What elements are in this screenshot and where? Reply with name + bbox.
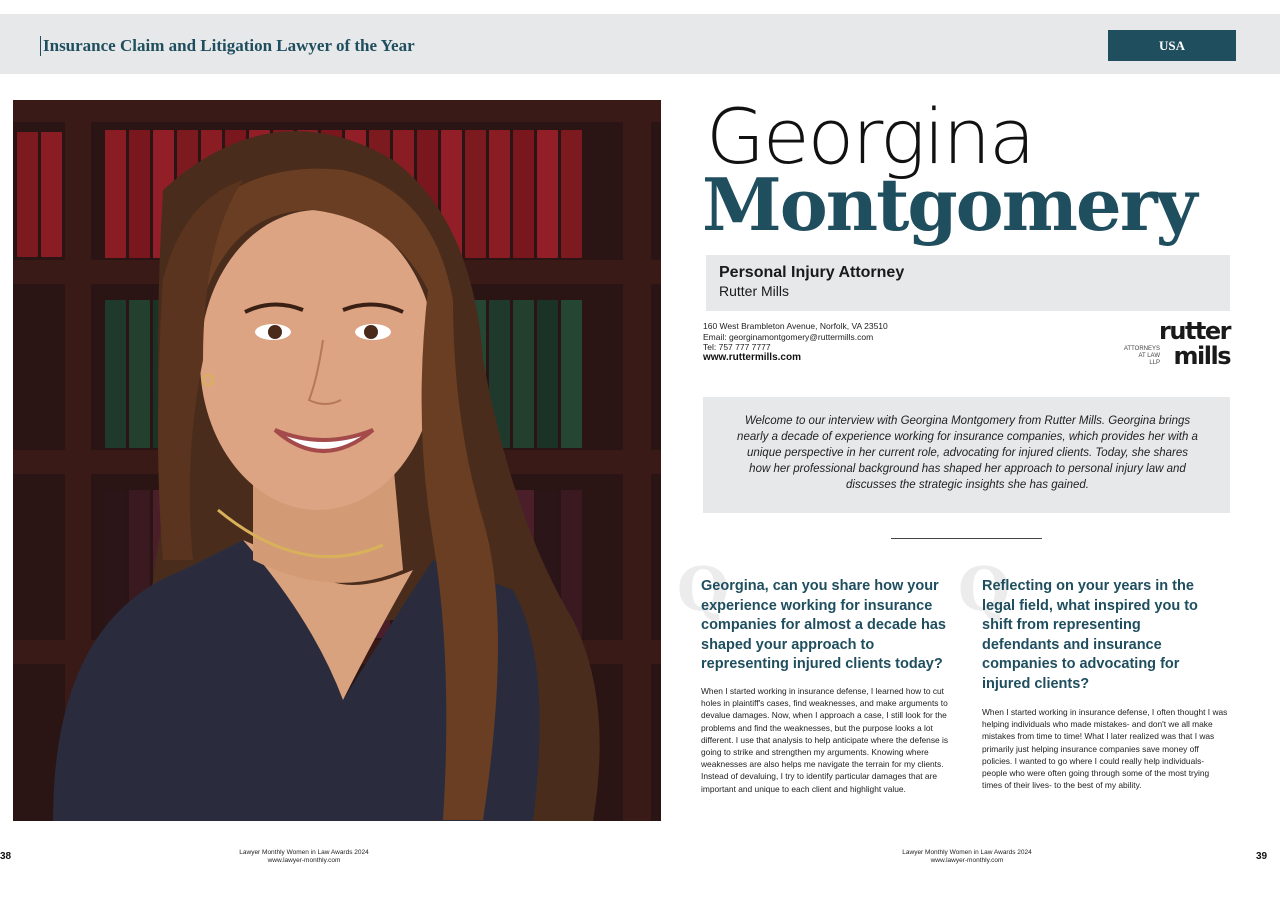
page-number-left: 38 (0, 851, 12, 862)
footer-publication: Lawyer Monthly Women in Law Awards 2024 (902, 849, 1032, 856)
intro-text: Welcome to our interview with Georgina Montgomery from Rutter Mills. Georgina brings nearly a decade of experience working for insurance companies, which provides her with a unique perspective in her current role, advocating for injured clients. Today, she shares how her professional background has shaped her approach to personal injury law and discusses the strategic insights she has gained. (737, 415, 1198, 491)
award-title: Insurance Claim and Litigation Lawyer of the Year (40, 36, 415, 56)
role-title: Personal Injury Attorney (719, 264, 905, 281)
portrait-photo (13, 100, 661, 821)
rutter-mills-logo (1116, 318, 1232, 372)
logo-word-top: rutter (1159, 317, 1230, 345)
page-number-right: 39 (1256, 851, 1268, 862)
country-badge: USA (1108, 30, 1236, 61)
email-line[interactable]: Email: georginamontgomery@ruttermills.com (703, 332, 874, 342)
logo-subtitle: ATTORNEYS AT LAW LLP (1123, 346, 1160, 366)
section-divider (891, 538, 1042, 539)
address-line: 160 West Brambleton Avenue, Norfolk, VA 23510 (703, 321, 888, 331)
website-link[interactable]: www.ruttermills.com (703, 352, 801, 363)
question-mark-icon: Q (958, 555, 1011, 625)
person-illustration (13, 100, 661, 821)
footer-publication: Lawyer Monthly Women in Law Awards 2024 (239, 849, 369, 856)
last-name: Montgomery (702, 162, 1196, 247)
footer-right (877, 849, 1057, 865)
question-1: Georgina, can you share how your experience working for insurance companies for almost a decade has shaped your approach to representing injured clients today? (701, 578, 946, 672)
question-mark-icon: Q (677, 555, 730, 625)
answer-1: When I started working in insurance defense, I learned how to cut holes in plaintiff's cases, find weaknesses, and make arguments to devalue damages. Now, when I approach a case, I still look for the problems and find the weaknesses, but the purpose looks a lot different. I use that analysis to help anticipate where the defense is going to strike and strengthen my arguments. Knowing where weaknesses are also helps me navigate the terrain for my clients. Instead of devaluing, I try to identify particular damages that are important and unique to each client and highlight value. (701, 686, 949, 794)
footer-url[interactable]: www.lawyer-monthly.com (930, 857, 1004, 864)
answer-2: When I started working in insurance defense, I often thought I was helping individuals who made mistakes- and don't we all make mistakes from time to time! What I later realized was that I was primarily just helping insurance companies save money off policies. I wanted to go where I could really help individuals- people who were often going through some of the most trying times of their lives- to the best of my ability. (982, 707, 1228, 791)
footer-left (214, 849, 394, 865)
first-name: Georgina (706, 92, 1034, 181)
logo-word-bottom: mills (1173, 342, 1230, 370)
firm-name: Rutter Mills (719, 283, 790, 299)
phone-line: Tel: 757 777 7777 (703, 342, 771, 352)
footer-url[interactable]: www.lawyer-monthly.com (267, 857, 341, 864)
question-2: Reflecting on your years in the legal field, what inspired you to shift from representing defendants and insurance companies to advocating for injured clients? (982, 578, 1198, 692)
